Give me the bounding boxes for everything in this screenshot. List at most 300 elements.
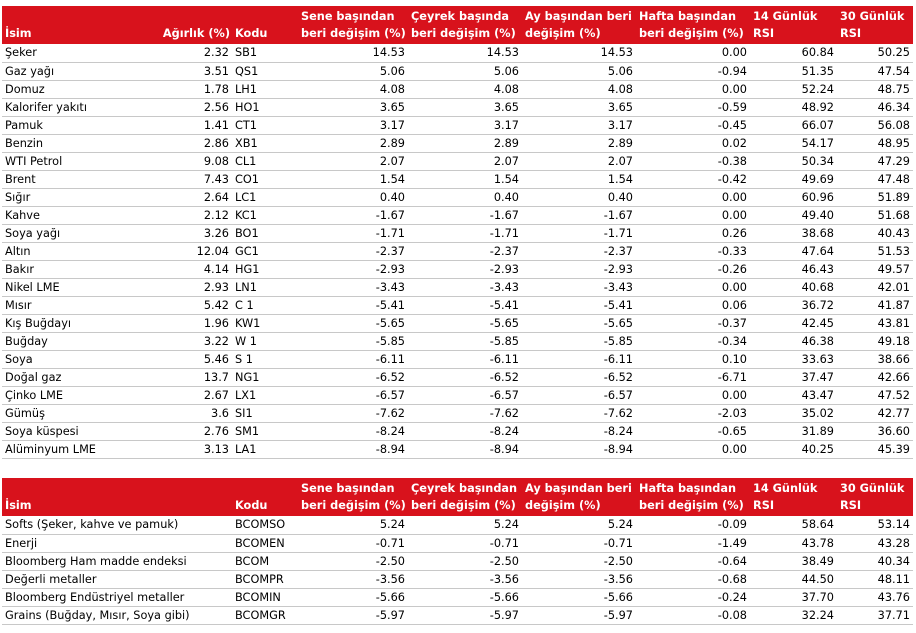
cell-rsi30: 41.87 [837,296,913,314]
cell-code: SM1 [232,422,298,440]
cell-wtd: 0.00 [636,440,750,458]
cell-qtd: -5.41 [408,296,522,314]
cell-wtd: -0.26 [636,260,750,278]
cell-mtd: -6.11 [522,350,636,368]
cell-rsi14: 31.89 [750,422,837,440]
cell-name: Gaz yağı [2,62,150,80]
table-row [2,516,913,534]
table-row [2,170,913,188]
cell-name: Kış Buğdayı [2,314,150,332]
col-header-name: İsim [2,6,150,44]
cell-ytd: -2.37 [298,242,408,260]
cell-name: Benzin [2,134,150,152]
cell-ytd: 0.40 [298,188,408,206]
cell-mtd: -3.56 [522,570,636,588]
cell-rsi30: 42.77 [837,404,913,422]
cell-weight: 3.13 [150,440,232,458]
cell-rsi14: 37.70 [750,588,837,606]
cell-code: C 1 [232,296,298,314]
cell-rsi14: 54.17 [750,134,837,152]
cell-code: NG1 [232,368,298,386]
cell-mtd: 2.07 [522,152,636,170]
cell-mtd: -5.41 [522,296,636,314]
cell-weight: 3.6 [150,404,232,422]
cell-mtd: 4.08 [522,80,636,98]
cell-rsi30: 46.34 [837,98,913,116]
cell-ytd: -3.43 [298,278,408,296]
cell-rsi14: 36.72 [750,296,837,314]
cell-wtd: -0.64 [636,552,750,570]
cell-ytd: -5.65 [298,314,408,332]
cell-rsi30: 53.14 [837,516,913,534]
cell-wtd: 0.10 [636,350,750,368]
cell-rsi30: 48.95 [837,134,913,152]
cell-rsi30: 38.66 [837,350,913,368]
cell-qtd: -7.62 [408,404,522,422]
cell-wtd: -0.09 [636,516,750,534]
cell-rsi30: 48.75 [837,80,913,98]
cell-code: BCOMPR [232,570,298,588]
cell-rsi30: 49.57 [837,260,913,278]
table-row [2,314,913,332]
table-row [2,224,913,242]
table-row [2,206,913,224]
cell-wtd: -0.37 [636,314,750,332]
cell-code: CT1 [232,116,298,134]
cell-name: Alüminyum LME [2,440,150,458]
cell-mtd: 1.54 [522,170,636,188]
cell-code: BCOMSO [232,516,298,534]
cell-rsi14: 37.47 [750,368,837,386]
cell-weight: 2.67 [150,386,232,404]
table-row [2,98,913,116]
cell-ytd: -1.67 [298,206,408,224]
col-header-ytd: Sene başından beri değişim (%) [298,478,408,516]
cell-name: Soya yağı [2,224,150,242]
cell-weight: 2.93 [150,278,232,296]
cell-wtd: -0.65 [636,422,750,440]
col-header-weight: Ağırlık (%) [150,6,232,44]
cell-qtd: -0.71 [408,534,522,552]
cell-qtd: 5.24 [408,516,522,534]
cell-mtd: 5.06 [522,62,636,80]
cell-rsi14: 50.34 [750,152,837,170]
cell-wtd: 0.02 [636,134,750,152]
cell-mtd: -7.62 [522,404,636,422]
cell-weight: 2.86 [150,134,232,152]
table-row [2,44,913,62]
cell-name: Gümüş [2,404,150,422]
cell-rsi14: 46.43 [750,260,837,278]
cell-weight: 5.46 [150,350,232,368]
cell-qtd: -5.66 [408,588,522,606]
cell-rsi30: 43.81 [837,314,913,332]
cell-rsi14: 43.78 [750,534,837,552]
table-row [2,534,913,552]
cell-ytd: 5.06 [298,62,408,80]
header-row [2,478,913,516]
header-row [2,6,913,44]
cell-wtd: -0.45 [636,116,750,134]
cell-wtd: -0.94 [636,62,750,80]
col-header-rsi14: 14 Günlük RSI [750,6,837,44]
cell-ytd: -5.66 [298,588,408,606]
col-header-rsi30: 30 Günlük RSI [837,6,913,44]
cell-wtd: -0.24 [636,588,750,606]
cell-code: BCOMEN [232,534,298,552]
cell-rsi30: 43.28 [837,534,913,552]
cell-code: LC1 [232,188,298,206]
cell-rsi30: 47.54 [837,62,913,80]
cell-rsi14: 66.07 [750,116,837,134]
cell-ytd: 1.54 [298,170,408,188]
cell-ytd: -6.52 [298,368,408,386]
cell-code: GC1 [232,242,298,260]
cell-name: Bloomberg Endüstriyel metaller [2,588,232,606]
cell-mtd: -6.52 [522,368,636,386]
cell-code: HG1 [232,260,298,278]
cell-rsi14: 47.64 [750,242,837,260]
cell-rsi14: 48.92 [750,98,837,116]
cell-ytd: 14.53 [298,44,408,62]
cell-ytd: -5.41 [298,296,408,314]
cell-mtd: -3.43 [522,278,636,296]
cell-qtd: -8.24 [408,422,522,440]
cell-wtd: -0.59 [636,98,750,116]
table-row [2,242,913,260]
table-row [2,116,913,134]
col-header-wtd: Hafta başından beri değişim (%) [636,478,750,516]
cell-rsi14: 38.49 [750,552,837,570]
cell-rsi14: 49.40 [750,206,837,224]
cell-rsi14: 46.38 [750,332,837,350]
table-row [2,260,913,278]
cell-qtd: -3.43 [408,278,522,296]
cell-rsi30: 47.48 [837,170,913,188]
cell-name: Altın [2,242,150,260]
cell-wtd: 0.00 [636,188,750,206]
cell-wtd: -0.38 [636,152,750,170]
cell-weight: 2.12 [150,206,232,224]
cell-qtd: -5.65 [408,314,522,332]
cell-mtd: -2.37 [522,242,636,260]
table-row [2,606,913,624]
cell-rsi14: 32.24 [750,606,837,624]
cell-name: Nikel LME [2,278,150,296]
cell-name: Brent [2,170,150,188]
cell-code: HO1 [232,98,298,116]
table-row [2,80,913,98]
table-row [2,440,913,458]
cell-ytd: 3.17 [298,116,408,134]
cell-wtd: 0.26 [636,224,750,242]
cell-wtd: 0.00 [636,278,750,296]
cell-qtd: -1.71 [408,224,522,242]
cell-rsi14: 44.50 [750,570,837,588]
cell-wtd: -0.08 [636,606,750,624]
cell-rsi30: 43.76 [837,588,913,606]
cell-rsi30: 51.68 [837,206,913,224]
cell-weight: 3.26 [150,224,232,242]
cell-mtd: -8.94 [522,440,636,458]
cell-rsi14: 58.64 [750,516,837,534]
cell-name: Enerji [2,534,232,552]
cell-name: Kahve [2,206,150,224]
cell-rsi30: 42.01 [837,278,913,296]
cell-qtd: -2.93 [408,260,522,278]
cell-ytd: -2.93 [298,260,408,278]
cell-qtd: -2.37 [408,242,522,260]
cell-name: Domuz [2,80,150,98]
cell-weight: 2.56 [150,98,232,116]
cell-rsi30: 37.71 [837,606,913,624]
cell-mtd: -8.24 [522,422,636,440]
cell-qtd: 3.65 [408,98,522,116]
cell-rsi14: 35.02 [750,404,837,422]
cell-rsi30: 49.18 [837,332,913,350]
table-row [2,332,913,350]
cell-mtd: -5.97 [522,606,636,624]
cell-qtd: 2.07 [408,152,522,170]
cell-mtd: 0.40 [522,188,636,206]
cell-name: Pamuk [2,116,150,134]
cell-ytd: 3.65 [298,98,408,116]
cell-name: Bloomberg Ham madde endeksi [2,552,232,570]
cell-code: KW1 [232,314,298,332]
cell-wtd: -6.71 [636,368,750,386]
cell-weight: 4.14 [150,260,232,278]
table-row [2,404,913,422]
table-row [2,422,913,440]
cell-rsi14: 60.84 [750,44,837,62]
cell-ytd: -3.56 [298,570,408,588]
cell-weight: 5.42 [150,296,232,314]
cell-rsi14: 51.35 [750,62,837,80]
cell-weight: 1.78 [150,80,232,98]
cell-code: BO1 [232,224,298,242]
cell-name: Doğal gaz [2,368,150,386]
cell-qtd: 2.89 [408,134,522,152]
cell-rsi30: 40.34 [837,552,913,570]
col-header-qtd: Çeyrek başında beri değişim (%) [408,6,522,44]
col-header-code: Kodu [232,478,298,516]
cell-ytd: -7.62 [298,404,408,422]
cell-mtd: -5.65 [522,314,636,332]
cell-name: Soya [2,350,150,368]
cell-code: QS1 [232,62,298,80]
cell-code: LN1 [232,278,298,296]
cell-ytd: 2.89 [298,134,408,152]
cell-rsi14: 60.96 [750,188,837,206]
cell-wtd: -0.33 [636,242,750,260]
cell-name: Grains (Buğday, Mısır, Soya gibi) [2,606,232,624]
col-header-qtd: Çeyrek başından beri değişim (%) [408,478,522,516]
cell-ytd: -6.57 [298,386,408,404]
col-header-ytd: Sene başından beri değişim (%) [298,6,408,44]
cell-rsi30: 56.08 [837,116,913,134]
cell-rsi14: 49.69 [750,170,837,188]
cell-mtd: 14.53 [522,44,636,62]
table-row [2,296,913,314]
cell-name: Çinko LME [2,386,150,404]
cell-rsi30: 45.39 [837,440,913,458]
col-header-code: Kodu [232,6,298,44]
cell-code: BCOMGR [232,606,298,624]
col-header-mtd: Ay başından beri değişim (%) [522,478,636,516]
cell-weight: 3.22 [150,332,232,350]
cell-rsi14: 40.68 [750,278,837,296]
col-header-wtd: Hafta başından beri değişim (%) [636,6,750,44]
table-row [2,588,913,606]
cell-code: LH1 [232,80,298,98]
cell-name: Şeker [2,44,150,62]
cell-wtd: -2.03 [636,404,750,422]
cell-mtd: 5.24 [522,516,636,534]
cell-mtd: -0.71 [522,534,636,552]
cell-code: W 1 [232,332,298,350]
cell-weight: 13.7 [150,368,232,386]
cell-qtd: 0.40 [408,188,522,206]
cell-qtd: -3.56 [408,570,522,588]
cell-weight: 12.04 [150,242,232,260]
cell-weight: 1.96 [150,314,232,332]
cell-wtd: 0.00 [636,44,750,62]
cell-qtd: 3.17 [408,116,522,134]
cell-qtd: -8.94 [408,440,522,458]
cell-weight: 9.08 [150,152,232,170]
cell-ytd: -6.11 [298,350,408,368]
cell-mtd: -2.50 [522,552,636,570]
cell-ytd: -5.85 [298,332,408,350]
cell-rsi30: 51.89 [837,188,913,206]
cell-qtd: -5.85 [408,332,522,350]
cell-code: LA1 [232,440,298,458]
index-table [2,478,913,625]
cell-wtd: -0.68 [636,570,750,588]
cell-code: BCOM [232,552,298,570]
cell-rsi30: 36.60 [837,422,913,440]
col-header-mtd: Ay başından beri değişim (%) [522,6,636,44]
table-row [2,188,913,206]
table-row [2,386,913,404]
cell-wtd: -1.49 [636,534,750,552]
cell-wtd: -0.34 [636,332,750,350]
cell-rsi30: 51.53 [837,242,913,260]
cell-mtd: -5.85 [522,332,636,350]
cell-qtd: 1.54 [408,170,522,188]
cell-mtd: 3.65 [522,98,636,116]
cell-name: Bakır [2,260,150,278]
cell-weight: 7.43 [150,170,232,188]
table-row [2,278,913,296]
cell-rsi30: 48.11 [837,570,913,588]
cell-code: KC1 [232,206,298,224]
cell-name: Sığır [2,188,150,206]
cell-code: XB1 [232,134,298,152]
cell-rsi14: 33.63 [750,350,837,368]
cell-mtd: -5.66 [522,588,636,606]
table-row [2,570,913,588]
cell-rsi14: 52.24 [750,80,837,98]
table-row [2,350,913,368]
cell-ytd: -1.71 [298,224,408,242]
cell-mtd: -6.57 [522,386,636,404]
cell-name: Buğday [2,332,150,350]
cell-qtd: -6.52 [408,368,522,386]
cell-mtd: -1.71 [522,224,636,242]
cell-rsi30: 50.25 [837,44,913,62]
cell-name: Değerli metaller [2,570,232,588]
cell-code: CO1 [232,170,298,188]
table-row [2,552,913,570]
cell-ytd: -2.50 [298,552,408,570]
cell-qtd: -5.97 [408,606,522,624]
cell-weight: 1.41 [150,116,232,134]
cell-code: SI1 [232,404,298,422]
cell-ytd: -0.71 [298,534,408,552]
cell-ytd: -8.94 [298,440,408,458]
cell-mtd: 2.89 [522,134,636,152]
cell-weight: 2.64 [150,188,232,206]
cell-ytd: 4.08 [298,80,408,98]
cell-code: SB1 [232,44,298,62]
cell-ytd: 5.24 [298,516,408,534]
cell-qtd: 4.08 [408,80,522,98]
cell-weight: 3.51 [150,62,232,80]
cell-mtd: -1.67 [522,206,636,224]
cell-ytd: 2.07 [298,152,408,170]
cell-qtd: -1.67 [408,206,522,224]
cell-weight: 2.32 [150,44,232,62]
col-header-name: İsim [2,478,232,516]
cell-rsi30: 47.52 [837,386,913,404]
cell-rsi30: 42.66 [837,368,913,386]
cell-qtd: 14.53 [408,44,522,62]
cell-name: WTI Petrol [2,152,150,170]
cell-name: Mısır [2,296,150,314]
cell-qtd: -6.11 [408,350,522,368]
cell-wtd: -0.42 [636,170,750,188]
cell-ytd: -5.97 [298,606,408,624]
table-row [2,134,913,152]
cell-rsi14: 38.68 [750,224,837,242]
cell-rsi14: 40.25 [750,440,837,458]
cell-code: CL1 [232,152,298,170]
table-row [2,62,913,80]
table-row [2,152,913,170]
cell-rsi30: 47.29 [837,152,913,170]
cell-rsi14: 42.45 [750,314,837,332]
col-header-rsi30: 30 Günlük RSI [837,478,913,516]
cell-ytd: -8.24 [298,422,408,440]
cell-rsi30: 40.43 [837,224,913,242]
cell-name: Softs (Şeker, kahve ve pamuk) [2,516,232,534]
cell-wtd: 0.06 [636,296,750,314]
commodity-table [2,6,913,459]
cell-name: Soya küspesi [2,422,150,440]
cell-qtd: -6.57 [408,386,522,404]
cell-weight: 2.76 [150,422,232,440]
cell-wtd: 0.00 [636,80,750,98]
cell-rsi14: 43.47 [750,386,837,404]
cell-wtd: 0.00 [636,386,750,404]
cell-code: LX1 [232,386,298,404]
cell-name: Kalorifer yakıtı [2,98,150,116]
cell-mtd: -2.93 [522,260,636,278]
cell-code: S 1 [232,350,298,368]
col-header-rsi14: 14 Günlük RSI [750,478,837,516]
table-row [2,368,913,386]
